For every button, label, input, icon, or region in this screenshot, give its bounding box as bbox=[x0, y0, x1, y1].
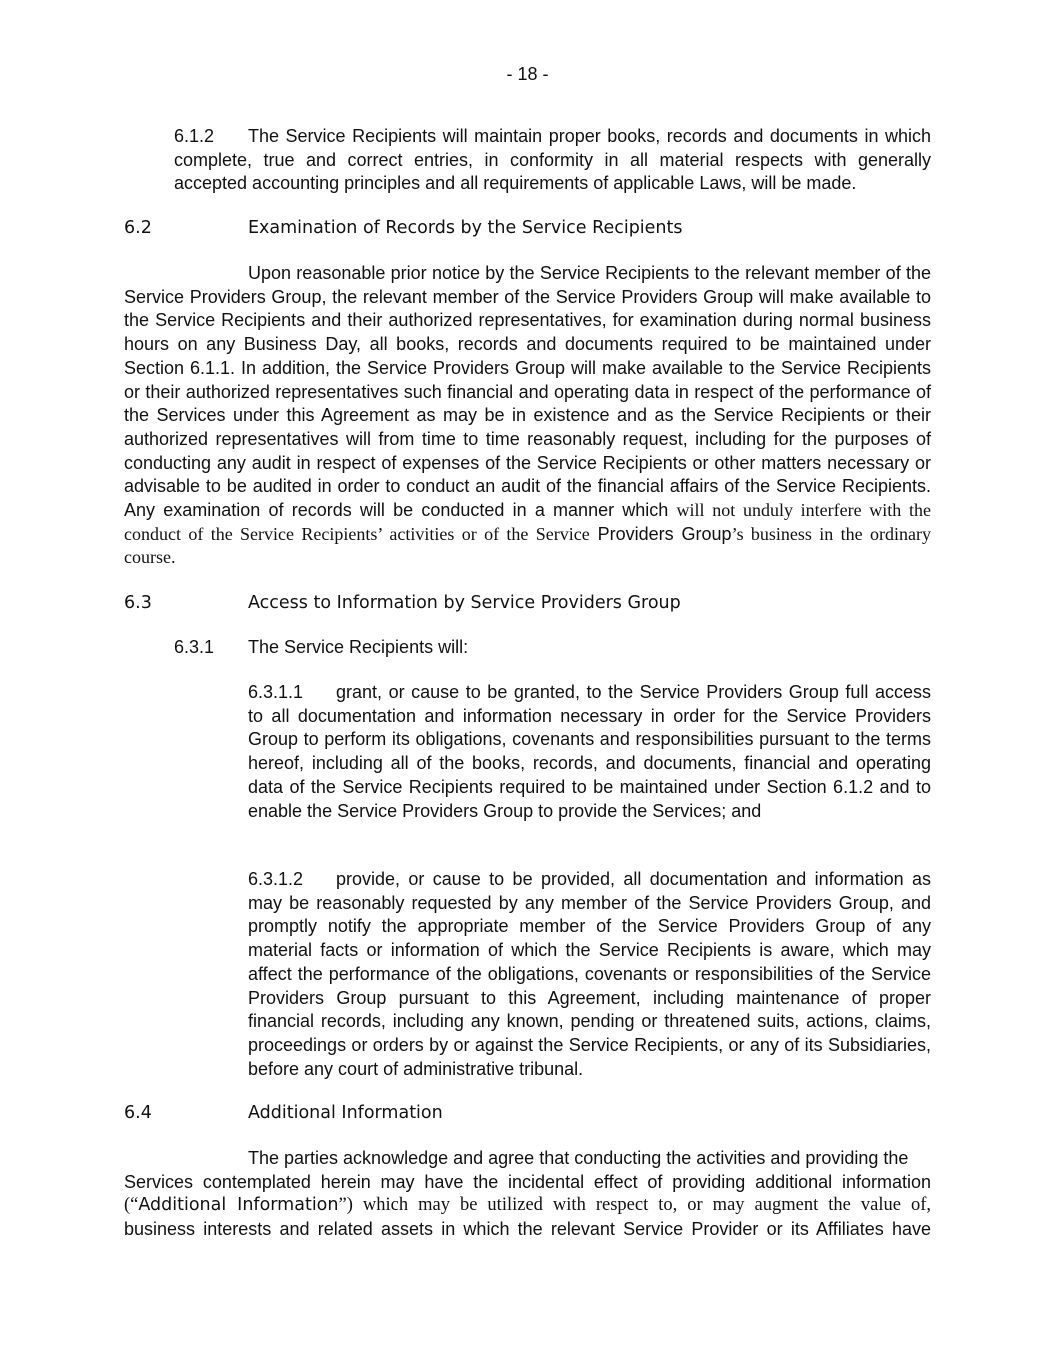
section-6-2-number: 6.2 bbox=[124, 218, 152, 238]
section-6-3-1-text: The Service Recipients will: bbox=[248, 637, 469, 657]
section-6-4-heading bbox=[124, 1102, 931, 1126]
section-6-4-line-2: Services contemplated herein may have the incidental effect of providing additional information bbox=[124, 1171, 931, 1192]
section-6-3-1-1 bbox=[248, 681, 931, 823]
section-6-2-body-serif-text: will not unduly interfere with the conduct of the Service Recipients’ activities or of the Service bbox=[124, 500, 931, 544]
defined-term-additional-information: Additional Information bbox=[138, 1195, 339, 1216]
section-6-2-body-tail-serif: ’s business in the ordinary course. bbox=[124, 523, 931, 568]
section-6-4-line-4: business interests and related assets in which the relevant Service Provider or its Affiliates have bbox=[124, 1219, 931, 1240]
section-6-4-number: 6.4 bbox=[124, 1103, 152, 1123]
section-6-2-title: Examination of Records by the Service Recipients bbox=[248, 218, 683, 238]
section-6-2-body-tail: Providers Group bbox=[597, 523, 732, 544]
section-6-2-heading bbox=[124, 217, 931, 241]
section-6-3-1-1-number: 6.3.1.1 bbox=[248, 682, 304, 702]
section-6-3-1-2-text: provide, or cause to be provided, all documentation and information as may be reasonably requested by any member of the Service Providers Group, and promptly notify the appropriate member of the Service Providers Group of any material facts or information of which the Service Recipients is aware, which may affect the performance of the obligations, covenants or responsibilities of the Service Providers Group pursuant to this Agreement, including maintenance of proper financial records, including any known, pending or threatened suits, actions, claims, proceedings or orders by or against the Service Recipients, or any of its Subsidiaries, before any court of administrative tribunal. bbox=[248, 869, 931, 1079]
section-6-3-1 bbox=[174, 636, 931, 660]
section-6-3-1-2-number: 6.3.1.2 bbox=[248, 869, 304, 889]
section-6-4-line-3 bbox=[124, 1194, 931, 1218]
section-6-4-line-3-rest: ”) which may be utilized with respect to, or may augment the value of, bbox=[338, 1195, 931, 1216]
section-6-2-body-text: Upon reasonable prior notice by the Service Recipients to the relevant member of the Service Providers Group, the relevant member of the Service Providers Group will make available to the Service Recipients and their authorized representatives, for examination during normal business hours on any Business Day, all books, records and documents required to be maintained under Section 6.1.1. In addition, the Service Providers Group will make available to the Service Recipients or their authorized representatives such financial and operating data in respect of the performance of the Services under this Agreement as may be in existence and as the Service Recipients or their authorized representatives will from time to time reasonably request, including for the purposes of conducting any audit in respect of expenses of the Service Recipients or other matters necessary or advisable to be audited in order to conduct an audit of the financial affairs of the Service Recipients. Any examination of records will be conducted in a manner which bbox=[124, 263, 931, 521]
section-6-4-line-1: The parties acknowledge and agree that conducting the activities and providing the bbox=[248, 1148, 909, 1168]
section-6-1-2-text: The Service Recipients will maintain proper books, records and documents in which complete, true and correct entries, in conformity in all material respects with generally accepted accounting principles and all requirements of applicable Laws, will be made. bbox=[174, 126, 931, 194]
section-6-3-heading bbox=[124, 592, 931, 616]
section-6-1-2 bbox=[174, 125, 931, 196]
section-6-4-title: Additional Information bbox=[248, 1103, 443, 1123]
page-number: - 18 - bbox=[506, 64, 549, 84]
section-6-1-2-number: 6.1.2 bbox=[174, 126, 215, 146]
section-6-3-1-2 bbox=[248, 868, 931, 1081]
section-6-3-number: 6.3 bbox=[124, 593, 152, 613]
section-6-3-1-number: 6.3.1 bbox=[174, 637, 215, 657]
section-6-2-body bbox=[124, 262, 931, 570]
section-6-4-body bbox=[124, 1147, 931, 1242]
section-6-3-1-1-text: grant, or cause to be granted, to the Service Providers Group full access to all documentation and information necessary in order for the Service Providers Group to perform its obligations, covenants and responsibilities pursuant to the terms hereof, including all of the books, records, and documents, financial and operating data of the Service Recipients required to be maintained under Section 6.1.2 and to enable the Service Providers Group to provide the Services; and bbox=[248, 682, 931, 821]
section-6-4-open-quote: (“ bbox=[124, 1195, 139, 1216]
section-6-3-title: Access to Information by Service Providers Group bbox=[248, 593, 681, 613]
